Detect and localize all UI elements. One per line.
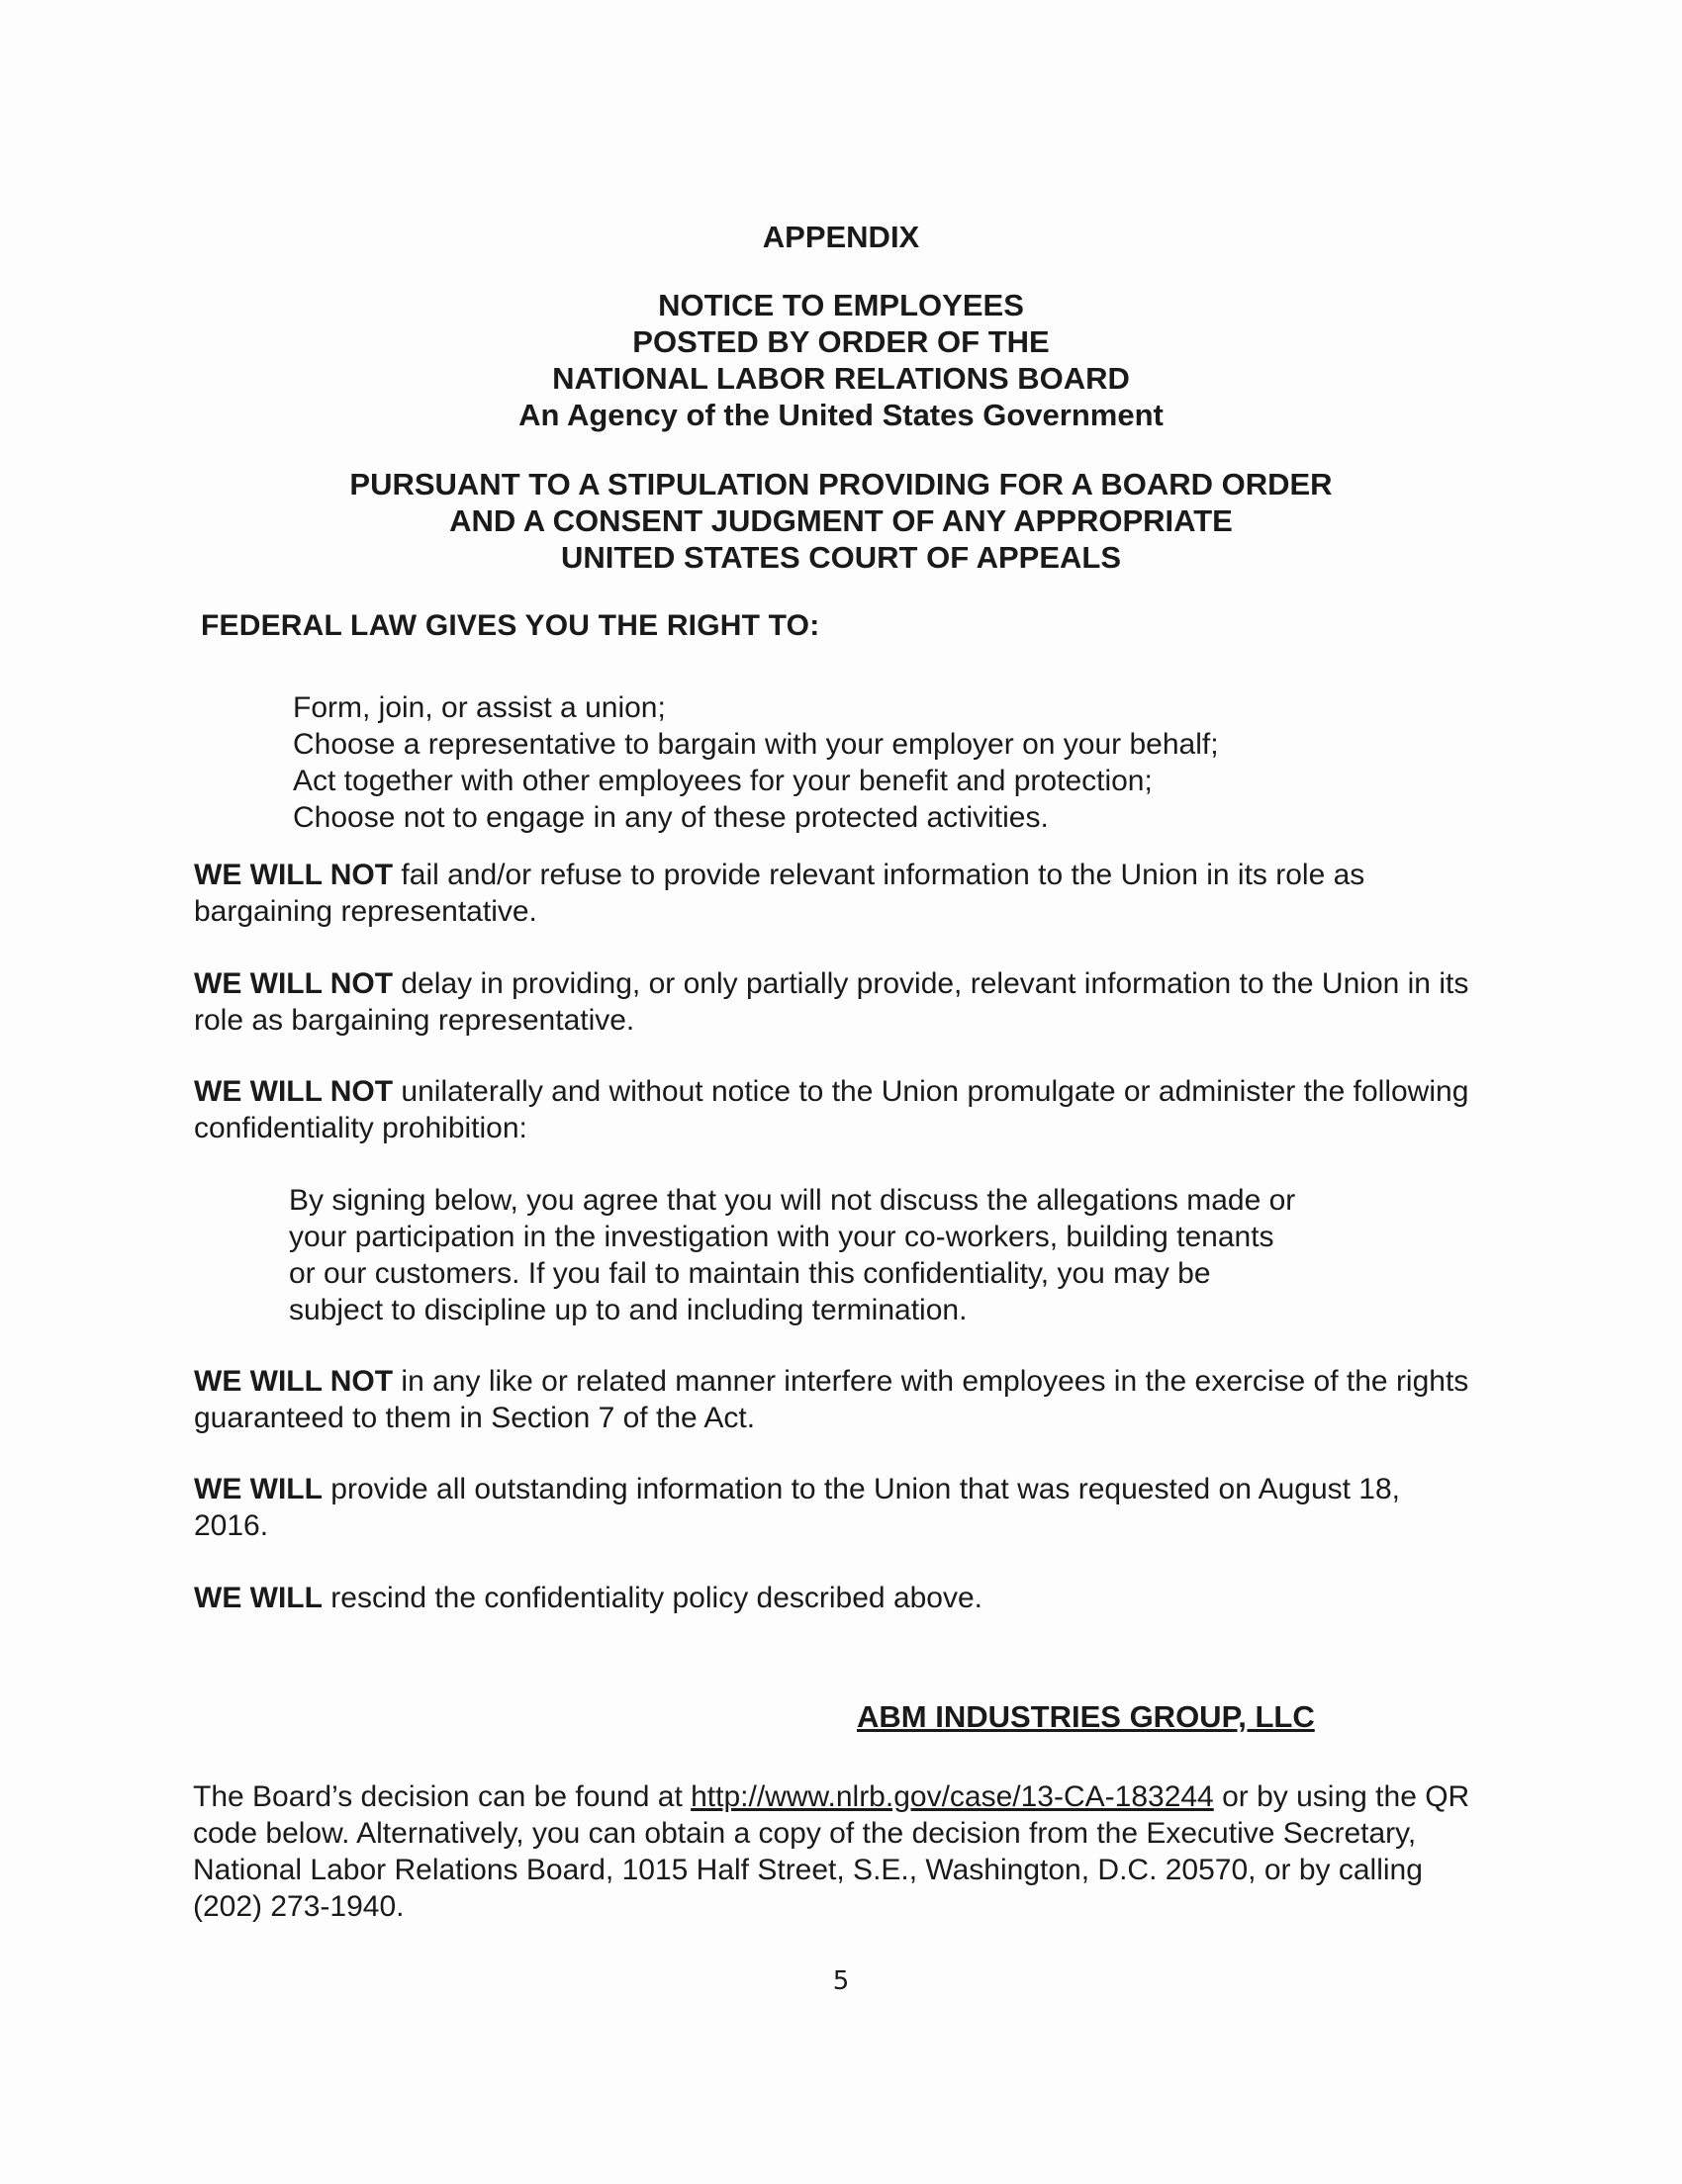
statement-lead: WE WILL <box>194 1473 323 1505</box>
pursuant-line-2: AND A CONSENT JUDGMENT OF ANY APPROPRIATE <box>449 503 1233 538</box>
notice-line-3: NATIONAL LABOR RELATIONS BOARD <box>552 361 1130 396</box>
pursuant-header <box>0 466 1682 576</box>
quote-line: subject to discipline up to and including termination. <box>289 1294 968 1326</box>
statement-text: delay in providing, or only partially provide, relevant information to the Union in its role as bargaining representative. <box>194 967 1469 1037</box>
pursuant-line-1: PURSUANT TO A STIPULATION PROVIDING FOR A BOARD ORDER <box>349 467 1333 501</box>
notice-line-2: POSTED BY ORDER OF THE <box>632 324 1050 359</box>
statement-lead: WE WILL NOT <box>194 1365 394 1398</box>
statement-2 <box>194 965 1480 1039</box>
rights-item: Form, join, or assist a union; <box>293 691 666 724</box>
statement-lead: WE WILL <box>194 1582 323 1614</box>
statement-6 <box>194 1580 1480 1616</box>
confidentiality-quote <box>289 1182 1427 1328</box>
quote-line: By signing below, you agree that you will not discuss the allegations made or <box>289 1184 1296 1217</box>
statement-lead: WE WILL NOT <box>194 1075 394 1108</box>
statement-text: rescind the confidentiality policy described above. <box>322 1582 983 1614</box>
notice-line-4: An Agency of the United States Government <box>518 398 1164 432</box>
decision-text-start: The Board’s decision can be found at <box>193 1780 692 1813</box>
pursuant-line-3: UNITED STATES COURT OF APPEALS <box>560 540 1122 575</box>
statement-4 <box>194 1363 1480 1436</box>
statement-1 <box>194 857 1480 930</box>
notice-header <box>0 287 1682 433</box>
decision-link[interactable]: http://www.nlrb.gov/case/13-CA-183244 <box>691 1780 1214 1813</box>
statement-text: fail and/or refuse to provide relevant information to the Union in its role as bargaining representative. <box>194 859 1365 928</box>
statement-lead: WE WILL NOT <box>194 967 394 1000</box>
decision-info <box>193 1778 1489 1925</box>
statement-lead: WE WILL NOT <box>194 859 394 891</box>
rights-list <box>293 689 1219 836</box>
quote-line: your participation in the investigation with your co-workers, building tenants <box>289 1221 1274 1253</box>
quote-line: or our customers. If you fail to maintain this confidentiality, you may be <box>289 1257 1211 1290</box>
statement-3 <box>194 1073 1480 1146</box>
appendix-title: APPENDIX <box>762 220 920 254</box>
notice-line-1: NOTICE TO EMPLOYEES <box>658 288 1024 322</box>
statement-text: in any like or related manner interfere with employees in the exercise of the rights guaranteed to them in Section 7 of the Act. <box>194 1365 1469 1434</box>
rights-heading: FEDERAL LAW GIVES YOU THE RIGHT TO: <box>201 609 820 642</box>
company-name: ABM INDUSTRIES GROUP, LLC <box>857 1699 1315 1734</box>
decision-text-end: or by using the QR code below. Alternatively, you can obtain a copy of the decision from the Executive Secretary, National Labor Relations Board, 1015 Half Street, S.E., Washington, D.C. 20570, or by calling (202) 273-1940. <box>193 1780 1470 1923</box>
rights-item: Choose a representative to bargain with your employer on your behalf; <box>293 728 1219 761</box>
statement-5 <box>194 1471 1480 1544</box>
rights-item: Choose not to engage in any of these protected activities. <box>293 801 1049 834</box>
statement-text: provide all outstanding information to the Union that was requested on August 18, 2016. <box>194 1473 1401 1542</box>
rights-item: Act together with other employees for your benefit and protection; <box>293 765 1153 797</box>
page-number: 5 <box>832 1966 850 1996</box>
statement-text: unilaterally and without notice to the Union promulgate or administer the following confidentiality prohibition: <box>194 1075 1469 1144</box>
